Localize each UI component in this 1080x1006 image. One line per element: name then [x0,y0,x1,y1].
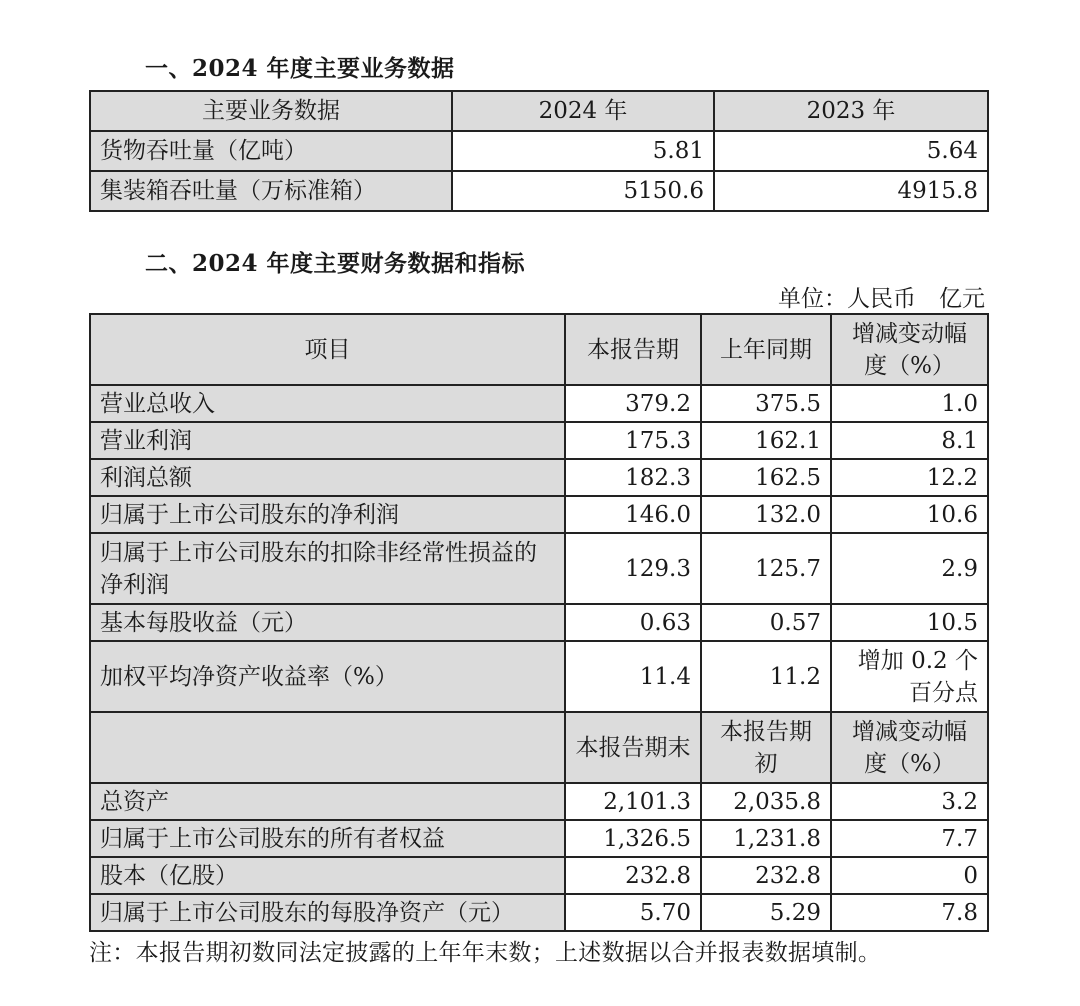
row-label: 营业利润 [90,422,565,459]
prior-value: 0.57 [701,604,831,641]
change-value: 10.5 [831,604,988,641]
unit-note: 单位：人民币 亿元 [778,286,985,312]
column-header-change: 增减变动幅度（%） [831,712,988,783]
column-header-2024: 2024 年 [452,91,714,131]
prior-value: 232.8 [701,857,831,894]
value-2023: 4915.8 [714,171,988,211]
prior-value: 1,231.8 [701,820,831,857]
section-1-title: 一、2024 年度主要业务数据 [145,55,455,82]
current-value: 5.70 [565,894,701,931]
column-header-2023: 2023 年 [714,91,988,131]
current-value: 1,326.5 [565,820,701,857]
prior-value: 5.29 [701,894,831,931]
table-row [90,131,988,171]
change-value: 0 [831,857,988,894]
prior-value: 132.0 [701,496,831,533]
table-row [90,894,988,931]
current-value: 182.3 [565,459,701,496]
table-row [90,820,988,857]
table-row [90,604,988,641]
prior-value: 11.2 [701,641,831,712]
footnote: 注：本报告期初数同法定披露的上年年末数；上述数据以合并报表数据填制。 [89,940,882,966]
current-value: 11.4 [565,641,701,712]
row-label: 归属于上市公司股东的扣除非经常性损益的净利润 [90,533,565,604]
row-label: 基本每股收益（元） [90,604,565,641]
column-header-change: 增减变动幅度（%） [831,314,988,385]
change-value: 1.0 [831,385,988,422]
current-value: 0.63 [565,604,701,641]
prior-value: 125.7 [701,533,831,604]
column-header-item: 主要业务数据 [90,91,452,131]
current-value: 2,101.3 [565,783,701,820]
change-value: 8.1 [831,422,988,459]
change-value: 2.9 [831,533,988,604]
row-label: 归属于上市公司股东的所有者权益 [90,820,565,857]
column-header-period-start: 本报告期初 [701,712,831,783]
prior-value: 162.5 [701,459,831,496]
change-value: 7.7 [831,820,988,857]
prior-value: 2,035.8 [701,783,831,820]
current-value: 129.3 [565,533,701,604]
table-header-row [90,314,988,385]
current-value: 146.0 [565,496,701,533]
row-label: 归属于上市公司股东的净利润 [90,496,565,533]
table-row [90,459,988,496]
business-data-table [89,90,989,212]
row-label: 加权平均净资产收益率（%） [90,641,565,712]
table-row [90,171,988,211]
column-header-current: 本报告期 [565,314,701,385]
value-2023: 5.64 [714,131,988,171]
current-value: 175.3 [565,422,701,459]
change-value: 增加 0.2 个百分点 [831,641,988,712]
row-label: 归属于上市公司股东的每股净资产（元） [90,894,565,931]
change-value: 10.6 [831,496,988,533]
row-label: 集装箱吞吐量（万标准箱） [90,171,452,211]
row-label: 股本（亿股） [90,857,565,894]
table-row [90,385,988,422]
column-header-blank [90,712,565,783]
table-row [90,422,988,459]
table-subheader-row [90,712,988,783]
column-header-prior: 上年同期 [701,314,831,385]
prior-value: 162.1 [701,422,831,459]
row-label: 货物吞吐量（亿吨） [90,131,452,171]
value-2024: 5150.6 [452,171,714,211]
table-row [90,783,988,820]
table-header-row [90,91,988,131]
row-label: 利润总额 [90,459,565,496]
table-row [90,496,988,533]
change-value: 3.2 [831,783,988,820]
column-header-item: 项目 [90,314,565,385]
current-value: 379.2 [565,385,701,422]
current-value: 232.8 [565,857,701,894]
prior-value: 375.5 [701,385,831,422]
table-row [90,533,988,604]
change-value: 7.8 [831,894,988,931]
change-value: 12.2 [831,459,988,496]
column-header-period-end: 本报告期末 [565,712,701,783]
value-2024: 5.81 [452,131,714,171]
table-row [90,641,988,712]
financial-data-table [89,313,989,932]
row-label: 总资产 [90,783,565,820]
row-label: 营业总收入 [90,385,565,422]
section-2-title: 二、2024 年度主要财务数据和指标 [145,250,526,277]
table-row [90,857,988,894]
